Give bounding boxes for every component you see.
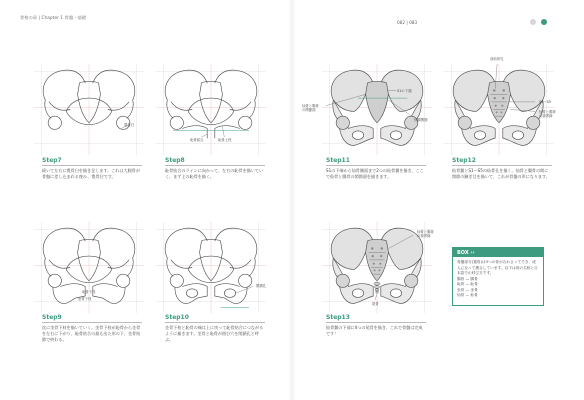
step10-block [165, 314, 265, 343]
label-coccyx: 尾骨 [372, 302, 379, 306]
step10-label: Step10 [165, 314, 265, 323]
leader-line [222, 127, 224, 137]
page-numbers: 082 | 083 [397, 20, 418, 25]
label-auricular-surface: 仙骨と腸骨の関節面 [302, 104, 319, 113]
header-dot-green-icon [541, 19, 547, 25]
label-inferior-pubic-ramus: 恥骨下枝 [82, 290, 96, 294]
running-header-chapter: 骨格の章 | Chapter 1 骨盤・基礎 [20, 15, 87, 20]
step9-block [42, 314, 142, 343]
figure-step9 [30, 220, 148, 315]
label-superior-pubic-ramus: 恥骨上枝 [218, 138, 232, 142]
step11-text: S1の下端から仙骨側面まで2つの仙骨翼を描き、ここで仙骨と腸骨の関節面を描きます。 [326, 167, 424, 179]
label-anterior-sacral-foramina: 前仙骨孔 [490, 57, 504, 61]
label-sacroiliac-joint: 仙腸関節 [414, 118, 428, 122]
label-s1-s5: S1〜S5 [539, 100, 552, 104]
info-box-body [453, 257, 543, 302]
step7-text: 続いて左右に寛骨臼を描き足します。これは大腿骨が骨盤に差し込まれる窪み、寛骨臼です。 [42, 167, 140, 179]
figure-step8 [152, 62, 270, 157]
figure-step12 [440, 57, 558, 157]
header-dot-gray-icon [530, 19, 536, 25]
guide-lines [34, 64, 144, 155]
leader-line [202, 134, 208, 137]
label-obturator-foramen: 閉鎖孔 [256, 284, 267, 288]
info-box [452, 247, 544, 306]
step12-block [452, 157, 552, 180]
step8-block [165, 157, 265, 180]
step13-label: Step13 [326, 314, 426, 323]
step11-block [326, 157, 426, 180]
label-pubic-symphysis: 恥骨結合 [190, 138, 204, 142]
guide-lines [156, 64, 266, 155]
pelvis-illustration-step10 [152, 220, 270, 315]
label-ischial-ramus: 坐骨下枝 [78, 297, 92, 301]
step7-block [42, 157, 142, 180]
step12-text: 仙骨翼とS1〜S5の仙骨孔を描く。仙骨と腸骨の間に関節の継ぎ目を描いて、これが骨盤の形になります。 [452, 167, 550, 179]
info-box-item: 腸骨 — 腸骨 [457, 276, 478, 281]
page-fold [288, 0, 296, 400]
info-box-item: 恥骨 — 恥骨 [457, 282, 478, 287]
info-box-item: 坐骨 — 坐骨 [457, 287, 478, 292]
figure-step10 [152, 220, 270, 315]
figure-step7 [30, 62, 148, 157]
label-sacrum-ilium-border: 仙骨と腸骨の境界線 [417, 230, 434, 239]
label-s1-lower-edge: S1の下端 [397, 89, 412, 93]
step12-label: Step12 [452, 157, 552, 166]
label-sacrum-ilium-border: 仙骨と腸骨の境界線 [539, 110, 556, 119]
step9-text: 次に坐骨下枝を描いていく。坐骨下枝が恥骨から坐骨を左右に下がり、恥骨結合の最も出た形の下、坐骨結節で終わる。 [42, 324, 141, 342]
figure-step11 [302, 62, 436, 157]
info-box-title: BOX ›› [453, 248, 543, 257]
pelvis-illustration-step11 [318, 62, 436, 157]
pelvis-illustration-step7 [30, 62, 148, 157]
step8-text: 恥骨結合のラインに向かって、左右の恥骨を描いていく。まず上の恥骨を描く。 [165, 167, 264, 179]
info-box-text: 骨盤部分(寛骨)は3つの骨が合わさってでき、成人になって癒合しています。以下は骨の名称と日本語での呼び方です。 [457, 260, 538, 276]
leader-line [375, 294, 377, 300]
step7-label: Step7 [42, 157, 142, 166]
coccyx-segments [374, 282, 380, 293]
step13-block [326, 314, 426, 337]
step10-text: 坐骨下枝と恥骨の端は上に戻って恥骨結合につながるように描きます。坐骨と恥骨が囲む穴を閉鎖孔と呼ぶ。 [165, 324, 264, 342]
guide-lines [156, 222, 266, 313]
step11-label: Step11 [326, 157, 426, 166]
step13-text: 仙骨翼の下部に4つの尾骨を描き、これで骨盤は完成です！ [326, 324, 423, 336]
step8-label: Step8 [165, 157, 265, 166]
info-box-item: 仙骨 — 仙骨 [457, 293, 478, 298]
pelvis-illustration-step8 [152, 62, 270, 157]
label-acetabulum: 寛骨臼 [124, 123, 135, 127]
figure-step13 [318, 220, 436, 315]
step9-label: Step9 [42, 314, 142, 323]
